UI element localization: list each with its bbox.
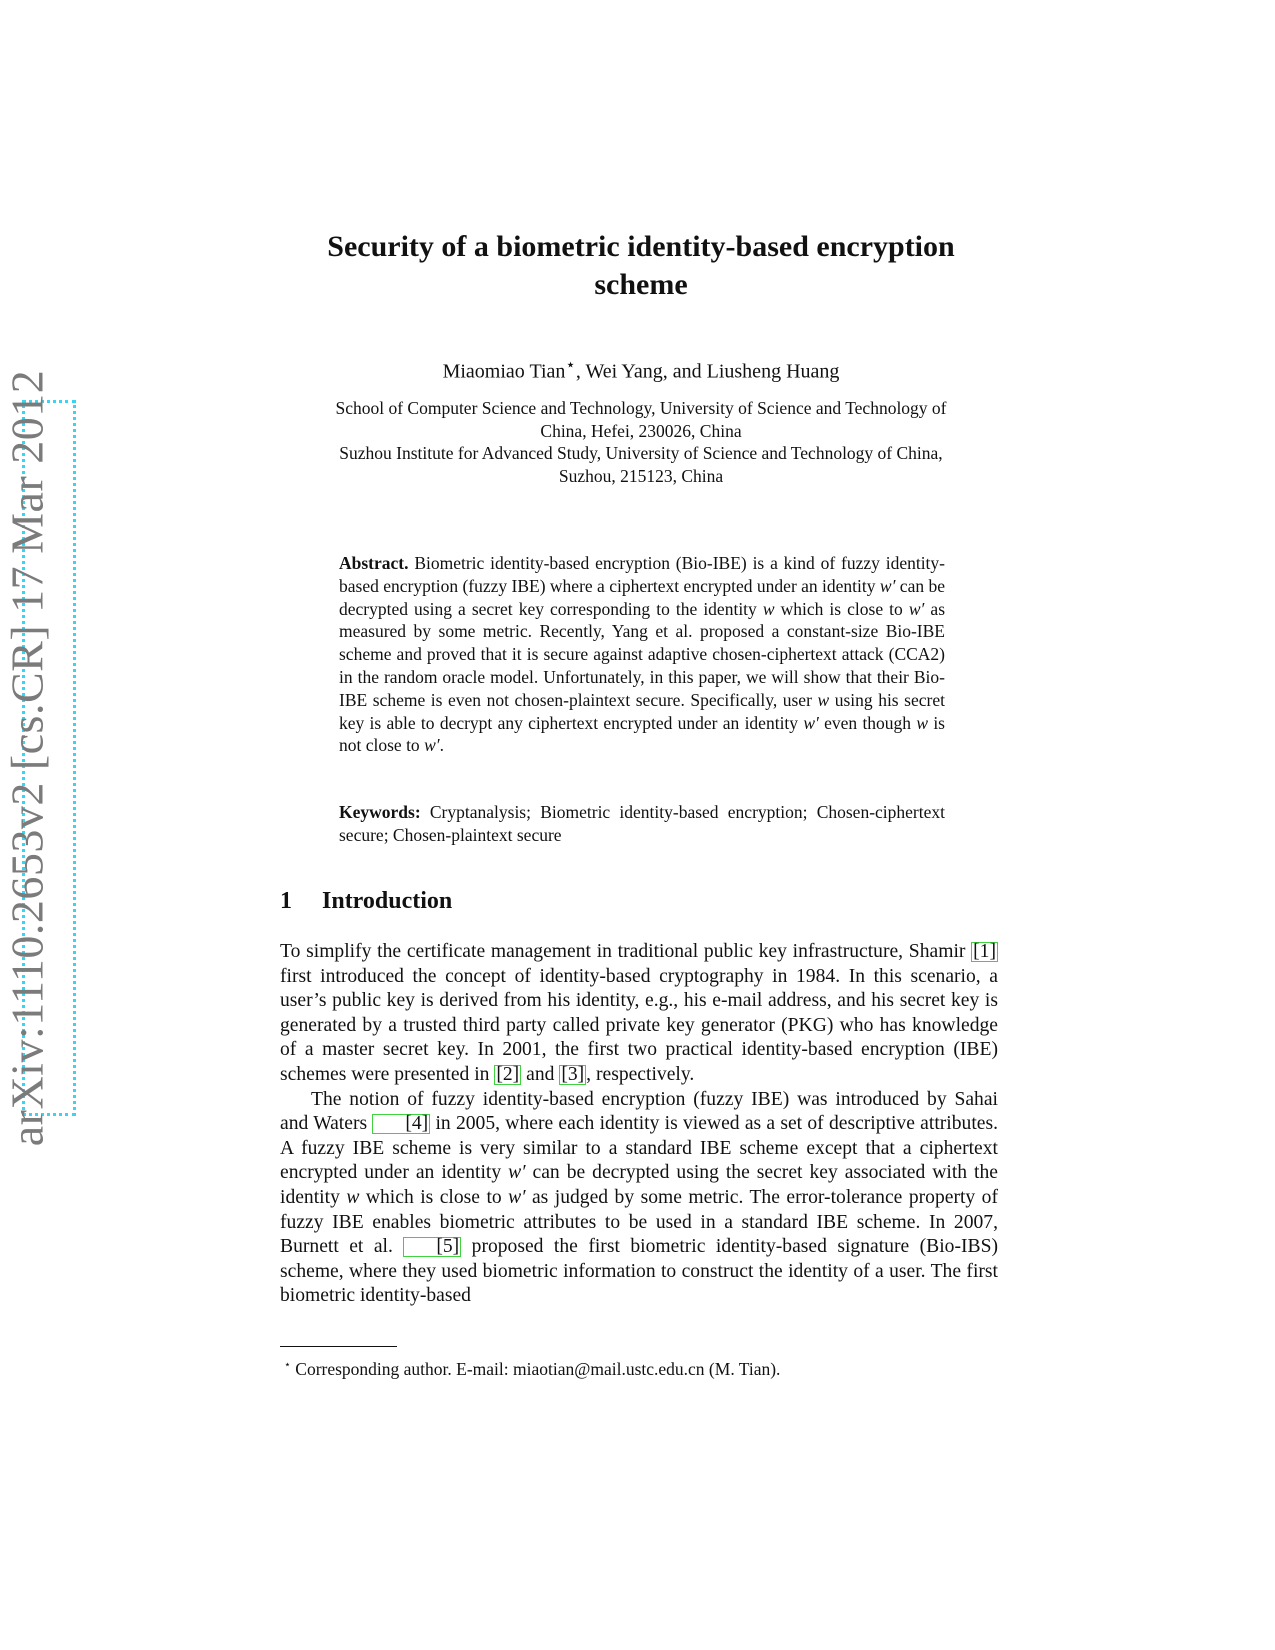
keywords-text: Cryptanalysis; Biometric identity-based encryption; Chosen-ciphertext secure; Chosen-plaintext secure	[339, 802, 945, 845]
para-text: as judged by some metric. The error-tolerance property of fuzzy IBE enables biometric attributes to be used in a standard IBE scheme. In 2007, Burnett et al.	[280, 1186, 998, 1258]
para-text: and	[521, 1063, 560, 1085]
keywords	[339, 801, 945, 847]
citation-link[interactable]: [3]	[561, 1063, 585, 1085]
affiliation-line: Suzhou Institute for Advanced Study, University of Science and Technology of China,	[339, 443, 943, 463]
section-heading	[280, 886, 452, 916]
abstract-text: can be decrypted using a secret key corresponding to the identity	[339, 575, 945, 619]
abstract-text: even though	[818, 712, 917, 733]
math-w-prime: w′	[879, 575, 896, 596]
footnote	[284, 1354, 780, 1380]
authors	[270, 352, 1012, 385]
keywords-label: Keywords:	[339, 802, 421, 822]
affiliation-line: Suzhou, 215123, China	[558, 465, 724, 486]
citation-link[interactable]: [4]	[372, 1114, 430, 1134]
math-w: w	[916, 712, 929, 733]
citation-link[interactable]: [2]	[496, 1063, 520, 1085]
para-text: To simplify the certificate management in traditional public key infrastructure, Shamir	[280, 941, 972, 962]
para-text: , respectively.	[586, 1063, 695, 1085]
math-w: w	[817, 689, 830, 710]
footnote-star: ⋆	[284, 1359, 291, 1371]
para-text: first introduced the concept of identity-based cryptography in 1984. In this scenario, a user’s public key is derived from his identity, e.g., his e-mail address, and his secret key is generated by a trusted third party called private key generator (PKG) who has knowledge of a master secret key. In 2001, the first two practical identity-based encryption (IBE) schemes were presented in	[280, 965, 998, 1085]
body-text	[280, 940, 998, 1309]
paragraph-1	[280, 940, 998, 1088]
math-w-prime: w′	[803, 712, 819, 733]
abstract-text: as measured by some metric. Recently, Yang et al. proposed a constant-size Bio-IBE scheme and proved that it is secure against adaptive chosen-ciphertext attack (CCA2) in the random oracle model. Unfortunately, in this paper, we will show that their Bio-IBE scheme is even not chosen-plaintext secure. Specifically, user	[339, 598, 946, 710]
math-w-prime: w′	[508, 1186, 526, 1208]
math-w-prime: w′	[424, 735, 440, 756]
para-text: can be decrypted using the secret key associated with the identity	[280, 1162, 998, 1208]
authors-rest: , Wei Yang, and Liusheng Huang	[575, 360, 840, 383]
title-line-1: Security of a biometric identity-based encryption	[327, 230, 955, 263]
abstract-text: .	[439, 735, 444, 756]
footnote-text: Corresponding author. E-mail: miaotian@mail.ustc.edu.cn (M. Tian).	[290, 1358, 781, 1379]
math-w-prime: w′	[508, 1162, 526, 1184]
section-number: 1	[280, 888, 292, 914]
paragraph-2	[280, 1088, 998, 1309]
author-1: Miaomiao Tian	[442, 360, 566, 383]
abstract-text: which is close to	[774, 598, 909, 619]
math-w-prime: w′	[908, 598, 925, 619]
abstract-text: using his secret key is able to decrypt any ciphertext encrypted under an identity	[339, 689, 945, 733]
affiliation-line: School of Computer Science and Technology, University of Science and Technology of	[335, 398, 947, 418]
para-text: in 2005, where each identity is viewed as a set of descriptive attributes. A fuzzy IBE scheme is very similar to a standard IBE scheme except that a ciphertext encrypted under an identity	[280, 1113, 998, 1184]
paper-title	[270, 228, 1012, 304]
section-title: Introduction	[322, 888, 453, 914]
footnote-rule	[280, 1346, 397, 1347]
affiliations	[278, 397, 1004, 487]
abstract	[339, 552, 945, 757]
math-w: w	[762, 598, 775, 619]
title-line-2: scheme	[594, 268, 688, 301]
para-text: which is close to	[359, 1186, 509, 1208]
abstract-text: is not close to	[339, 712, 945, 756]
citation-link[interactable]: [5]	[403, 1237, 461, 1257]
arxiv-stamp[interactable]: arXiv:1110.2653v2 [cs.CR] 17 Mar 2012	[1, 369, 53, 1147]
citation-link[interactable]: [1]	[973, 941, 996, 962]
abstract-label: Abstract.	[339, 553, 409, 573]
para-text: proposed the first biometric identity-based signature (Bio-IBS) scheme, where they used biometric information to construct the identity of a user. The first biometric identity-based	[280, 1236, 998, 1307]
abstract-text: Biometric identity-based encryption (Bio-IBE) is a kind of fuzzy identity-based encryption (fuzzy IBE) where a ciphertext encrypted under an identity	[339, 553, 945, 596]
para-text: The notion of fuzzy identity-based encryption (fuzzy IBE) was introduced by Sahai and Waters	[280, 1088, 998, 1135]
corresponding-star: ⋆	[565, 355, 576, 374]
math-w: w	[346, 1186, 360, 1208]
affiliation-line: China, Hefei, 230026, China	[540, 420, 742, 441]
